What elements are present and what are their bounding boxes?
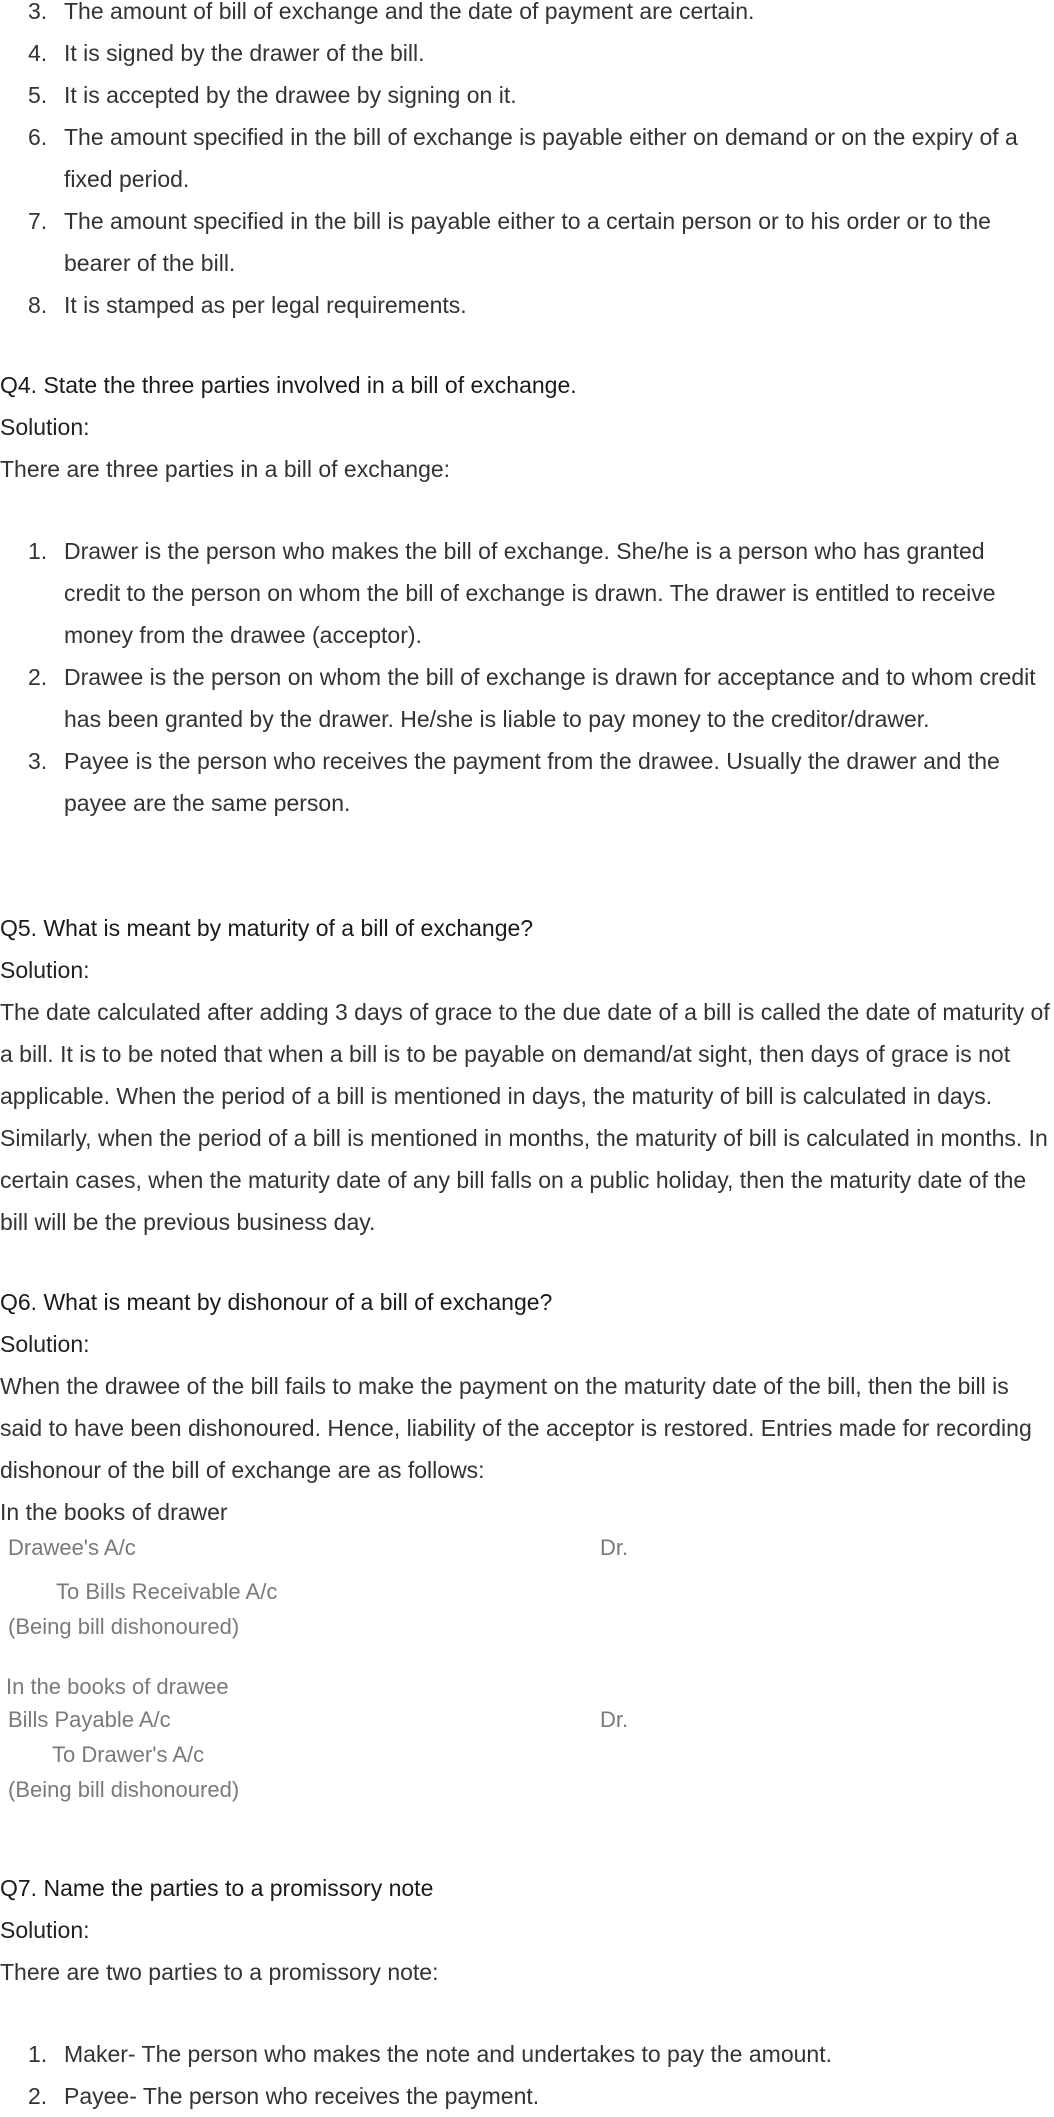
drawer-debit-account: Drawee's A/c (8, 1535, 136, 1560)
list-item: 4. It is signed by the drawer of the bill. (28, 40, 425, 66)
q4-intro: There are three parties in a bill of exchange: (0, 456, 451, 482)
characteristics-list-section (0, 0, 1054, 326)
q5-question: Q5. What is meant by maturity of a bill of exchange? (0, 915, 534, 941)
q4-list (0, 530, 1054, 824)
drawer-narration: (Being bill dishonoured) (8, 1614, 240, 1639)
list-item: 1. Drawer is the person who makes the bill of exchange. She/he is a person who has granted credit to the person on whom the bill of exchange is drawn. The drawer is entitled to receive money from the drawee (acceptor). (28, 538, 996, 648)
characteristics-list (0, 0, 1054, 326)
list-item: 3. The amount of bill of exchange and the date of payment are certain. (28, 0, 755, 24)
q7-list-section (0, 2033, 1054, 2117)
list-item: 3. Payee is the person who receives the payment from the drawee. Usually the drawer and the payee are the same person. (28, 748, 1000, 816)
drawee-narration: (Being bill dishonoured) (8, 1777, 240, 1802)
q7-list (0, 2033, 1054, 2117)
q7-solution-label: Solution: (0, 1917, 90, 1943)
q5-solution-label: Solution: (0, 957, 90, 983)
journal-row-narration (0, 1772, 1054, 1808)
q6-answer: When the drawee of the bill fails to make the payment on the maturity date of the bill, then the bill is said to have been dishonoured. Hence, liability of the acceptor is restored. Entries made for recording dishonour of the bill of exchange are as follows: (0, 1373, 1032, 1483)
list-item: 2. Payee- The person who receives the payment. (28, 2083, 540, 2109)
q6-section (0, 1281, 1054, 1533)
drawee-credit-account: To Drawer's A/c (52, 1742, 205, 1767)
q4-section (0, 364, 1054, 490)
list-item: 5. It is accepted by the drawee by signing on it. (28, 82, 517, 108)
q4-question: Q4. State the three parties involved in a bill of exchange. (0, 372, 577, 398)
drawee-dr-label: Dr. (600, 1707, 629, 1732)
q7-intro: There are two parties to a promissory note: (0, 1959, 439, 1985)
q5-section (0, 907, 1054, 1243)
drawee-debit-account: Bills Payable A/c (8, 1707, 171, 1732)
list-item: 6. The amount specified in the bill of exchange is payable either on demand or on the expiry of a fixed period. (28, 124, 1018, 192)
q6-drawee-heading: In the books of drawee (6, 1674, 229, 1699)
q5-answer: The date calculated after adding 3 days of grace to the due date of a bill is called the date of maturity of a bill. It is to be noted that when a bill is to be payable on demand/at sight, then days of grace is not applicable. When the period of a bill is mentioned in days, the maturity of bill is calculated in days. Similarly, when the period of a bill is mentioned in months, the maturity of bill is calculated in months. In certain cases, when the maturity date of any bill falls on a public holiday, then the maturity date of the bill will be the previous business day. (0, 999, 1050, 1235)
journal-row-credit (0, 1574, 1054, 1610)
list-item: 8. It is stamped as per legal requirements. (28, 292, 467, 318)
q4-solution-label: Solution: (0, 414, 90, 440)
list-item: 2. Drawee is the person on whom the bill of exchange is drawn for acceptance and to whom credit has been granted by the drawer. He/she is liable to pay money to the creditor/drawer. (28, 664, 1036, 732)
journal-row-debit (0, 1530, 1054, 1566)
drawer-credit-account: To Bills Receivable A/c (56, 1579, 278, 1604)
drawer-dr-label: Dr. (600, 1535, 629, 1560)
q6-solution-label: Solution: (0, 1331, 90, 1357)
journal-row-credit (0, 1737, 1054, 1773)
journal-row-narration (0, 1609, 1054, 1645)
q6-drawer-heading: In the books of drawer (0, 1499, 228, 1525)
q4-list-section (0, 530, 1054, 824)
list-item: 7. The amount specified in the bill is payable either to a certain person or to his order or to the bearer of the bill. (28, 208, 991, 276)
list-item: 1. Maker- The person who makes the note and undertakes to pay the amount. (28, 2041, 832, 2067)
q6-question: Q6. What is meant by dishonour of a bill of exchange? (0, 1289, 553, 1315)
q7-question: Q7. Name the parties to a promissory note (0, 1875, 434, 1901)
journal-row-debit (0, 1702, 1054, 1738)
drawee-heading-row (0, 1669, 1054, 1705)
q7-section (0, 1867, 1054, 1993)
